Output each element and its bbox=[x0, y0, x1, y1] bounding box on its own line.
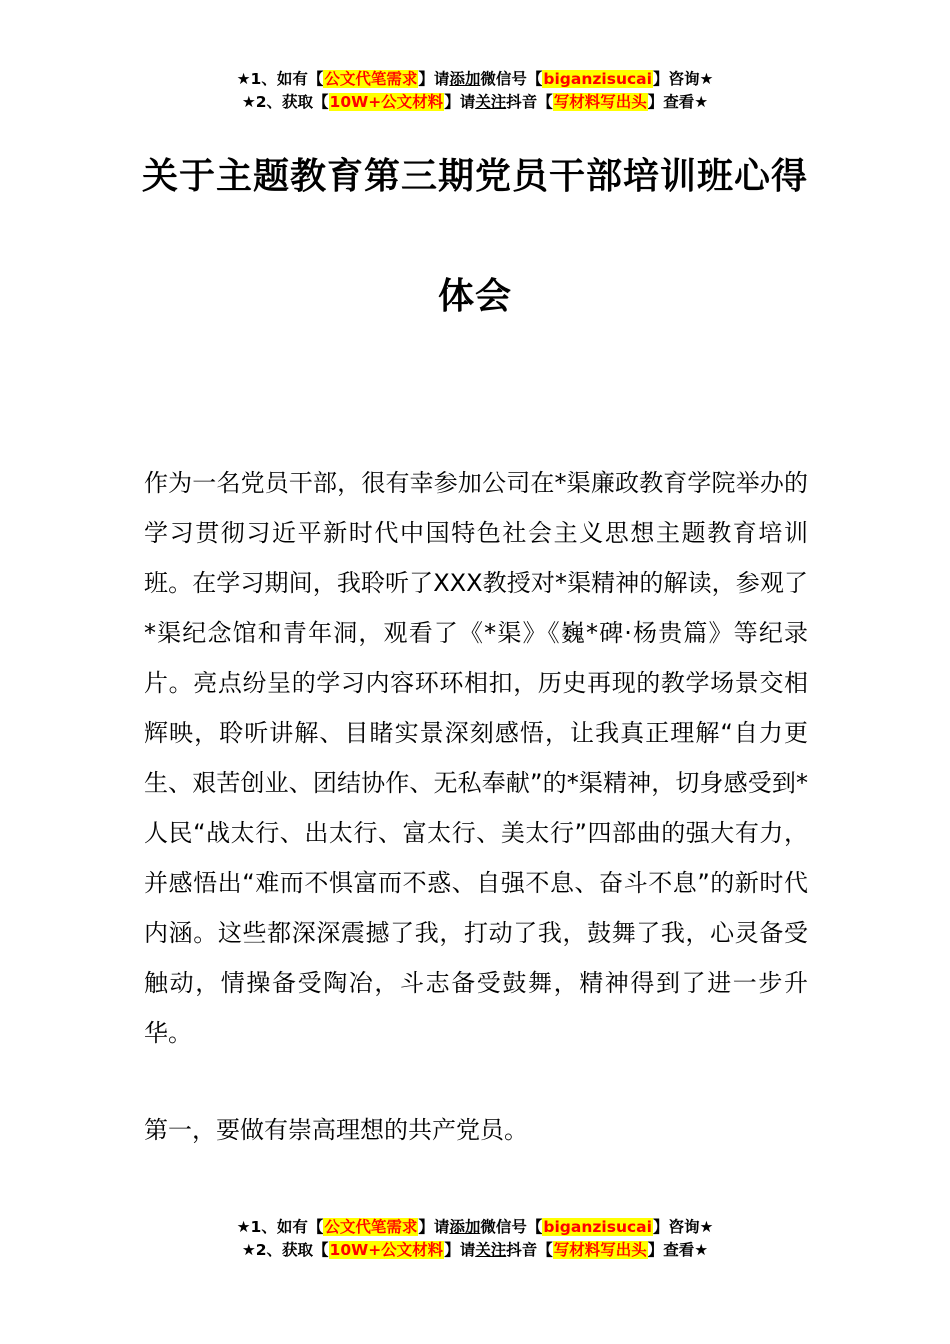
notice-text: ★1、如有【 bbox=[236, 1218, 324, 1236]
notice-text: ★1、如有【 bbox=[236, 70, 324, 88]
notice-highlight: 写材料写出头 bbox=[553, 1241, 647, 1259]
notice-highlight: biganzisucai bbox=[543, 1218, 652, 1236]
notice-highlight: 写材料写出头 bbox=[553, 93, 647, 111]
notice-line-2 bbox=[0, 91, 950, 114]
notice-emphasis: 添加 bbox=[449, 70, 481, 88]
notice-line-2 bbox=[0, 1239, 950, 1262]
notice-text: 】查看★ bbox=[647, 1241, 709, 1259]
notice-text: 】请 bbox=[444, 1241, 476, 1259]
notice-highlight: 公文代笔需求 bbox=[324, 70, 418, 88]
notice-text: 】咨询★ bbox=[652, 1218, 714, 1236]
notice-highlight: 公文代笔需求 bbox=[324, 1218, 418, 1236]
document-title-line-1: 关于主题教育第三期党员干部培训班心得 bbox=[141, 156, 808, 197]
notice-text: 】咨询★ bbox=[652, 70, 714, 88]
notice-text: 】请 bbox=[418, 70, 450, 88]
notice-emphasis: 关注 bbox=[475, 93, 507, 111]
notice-emphasis: 添加 bbox=[449, 1218, 481, 1236]
notice-text: 】查看★ bbox=[647, 93, 709, 111]
notice-line-1 bbox=[0, 68, 950, 91]
footer-notice bbox=[0, 1216, 950, 1262]
notice-line-1 bbox=[0, 1216, 950, 1239]
notice-highlight: biganzisucai bbox=[543, 70, 652, 88]
body-paragraph: 作为一名党员干部，很有幸参加公司在*渠廉政教育学院举办的学习贯彻习近平新时代中国特色社会主义思想主题教育培训班。在学习期间，我聆听了XXX教授对*渠精神的解读，参观了*渠纪念馆和青年洞，观看了《*渠》《巍*碑·杨贵篇》等纪录片。亮点纷呈的学习内容环环相扣，历史再现的教学场景交相辉映，聆听讲解、目睹实景深刻感悟，让我真正理解“自力更生、艰苦创业、团结协作、无私奉献”的*渠精神，切身感受到*人民“战太行、出太行、富太行、美太行”四部曲的强大有力，并感悟出“难而不惧富而不惑、自强不息、奋斗不息”的新时代内涵。这些都深深震撼了我，打动了我，鼓舞了我，心灵备受触动，情操备受陶冶，斗志备受鼓舞，精神得到了进一步升华。 bbox=[144, 469, 808, 1047]
body-paragraph: 第一，要做有崇高理想的共产党员。 bbox=[144, 1116, 528, 1144]
notice-emphasis: 关注 bbox=[475, 1241, 507, 1259]
notice-highlight: 10W+公文材料 bbox=[329, 1241, 444, 1259]
notice-text: 抖音【 bbox=[506, 93, 553, 111]
notice-text: 微信号【 bbox=[480, 70, 543, 88]
notice-text: 】请 bbox=[444, 93, 476, 111]
notice-text: ★2、获取【 bbox=[241, 1241, 329, 1259]
notice-text: ★2、获取【 bbox=[241, 93, 329, 111]
header-notice bbox=[0, 68, 950, 114]
notice-text: 】请 bbox=[418, 1218, 450, 1236]
document-title-line-2: 体会 bbox=[437, 276, 512, 317]
notice-highlight: 10W+公文材料 bbox=[329, 93, 444, 111]
notice-text: 微信号【 bbox=[480, 1218, 543, 1236]
notice-text: 抖音【 bbox=[506, 1241, 553, 1259]
